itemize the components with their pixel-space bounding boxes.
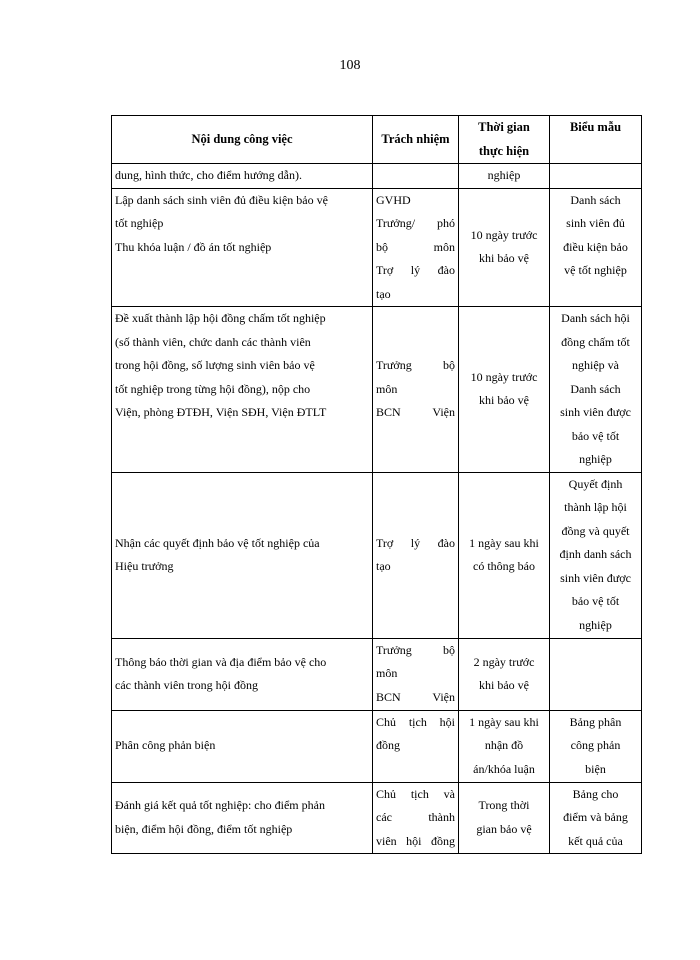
cell-content-line: Phân công phản biện xyxy=(115,738,216,753)
cell-form-line: Quyết định xyxy=(568,476,623,491)
cell-content-line: Viện, phòng ĐTĐH, Viện SĐH, Viện ĐTLT xyxy=(115,405,327,419)
cell-time xyxy=(459,188,550,307)
cell-form-line: định danh sách xyxy=(559,547,632,561)
cell-responsibility-line: đồng xyxy=(376,738,400,752)
cell-responsibility xyxy=(373,710,459,782)
cell-content-line: Đánh giá kết quả tốt nghiệp: cho điểm phản xyxy=(115,798,325,813)
cell-responsibility-line: viên hội đồng xyxy=(376,833,455,848)
cell-form-line: đồng chấm tốt xyxy=(561,334,630,349)
cell-time-line: có thông báo xyxy=(473,559,535,573)
cell-responsibility xyxy=(373,307,459,473)
cell-responsibility xyxy=(373,188,459,307)
cell-responsibility xyxy=(373,782,459,854)
cell-content-line: tốt nghiệp trong từng hội đồng), nộp cho xyxy=(115,381,311,396)
cell-content xyxy=(112,188,373,307)
cell-responsibility xyxy=(373,472,459,638)
cell-form-line: sinh viên được xyxy=(560,405,631,419)
cell-time xyxy=(459,164,550,189)
cell-form-line: sinh viên được xyxy=(560,570,631,585)
header-form: Biểu mẫu xyxy=(550,116,642,164)
workflow-table xyxy=(111,115,642,854)
cell-form-line: điều kiện bảo xyxy=(563,239,628,254)
page-number: 108 xyxy=(339,58,361,73)
cell-form-line: biện xyxy=(585,761,606,776)
cell-content-line: (số thành viên, chức danh các thành viên xyxy=(115,334,311,349)
cell-form xyxy=(550,638,642,710)
cell-content-line: Nhận các quyết định bảo vệ tốt nghiệp của xyxy=(115,535,320,550)
cell-content xyxy=(112,782,373,854)
cell-form-line: nghiệp xyxy=(579,617,612,632)
cell-responsibility-line: các thành xyxy=(376,810,455,824)
cell-time-line: khi bảo vệ xyxy=(479,393,529,408)
cell-content xyxy=(112,307,373,473)
cell-content-line: Thu khóa luận / đồ án tốt nghiệp xyxy=(115,239,272,254)
table-row xyxy=(112,164,642,189)
header-time xyxy=(459,116,550,164)
cell-form xyxy=(550,164,642,189)
cell-content-line: Thông báo thời gian và địa điểm bảo vệ cho xyxy=(115,654,327,669)
table-row xyxy=(112,638,642,710)
cell-responsibility-line: tạo xyxy=(376,559,391,573)
table-row xyxy=(112,472,642,638)
cell-content-line: Hiệu trưởng xyxy=(115,559,174,573)
cell-time-line: gian bảo vệ xyxy=(476,821,532,836)
cell-time-line: 2 ngày trước xyxy=(473,654,535,669)
cell-form-line: thành lập hội xyxy=(564,500,627,514)
table-header-row xyxy=(112,116,642,164)
cell-form-line: Bảng phân xyxy=(569,714,622,729)
cell-form xyxy=(550,472,642,638)
cell-content-line: tốt nghiệp xyxy=(115,216,164,230)
cell-form xyxy=(550,710,642,782)
cell-content-line: trong hội đồng, số lượng sinh viên bảo vệ xyxy=(115,358,315,372)
cell-form-line: Danh sách hội xyxy=(561,311,630,325)
table-row xyxy=(112,710,642,782)
cell-responsibility-line: Trợ lý đào xyxy=(376,535,455,550)
cell-responsibility-line: Trưởng bộ xyxy=(376,642,455,657)
cell-form-line: Danh sách xyxy=(570,192,621,207)
table-row xyxy=(112,307,642,473)
table-row xyxy=(112,782,642,854)
cell-time-line: nhận đồ xyxy=(484,738,524,753)
cell-responsibility-line: Trưởng/ phó xyxy=(376,216,455,230)
cell-responsibility-line: Chủ tịch hội xyxy=(376,714,455,729)
header-responsibility: Trách nhiệm xyxy=(373,116,459,164)
cell-time-line: 1 ngày sau khi xyxy=(469,714,539,729)
cell-form-line: điểm và bảng xyxy=(563,810,628,824)
cell-time-line: án/khóa luận xyxy=(473,761,535,776)
cell-content xyxy=(112,164,373,189)
cell-time-line: 10 ngày trước xyxy=(470,369,538,384)
cell-form-line: nghiệp xyxy=(579,452,612,466)
cell-form-line: đồng và quyết xyxy=(561,523,630,538)
header-time-line: Thời gian xyxy=(478,120,530,134)
cell-content xyxy=(112,638,373,710)
cell-time-line: nghiệp xyxy=(487,168,521,182)
cell-responsibility-line: bộ môn xyxy=(376,239,455,254)
cell-form-line: sinh viên đủ xyxy=(566,216,625,230)
cell-time-line: 1 ngày sau khi xyxy=(469,535,539,550)
cell-time xyxy=(459,782,550,854)
cell-responsibility-line: tạo xyxy=(376,286,391,301)
cell-form-line: Bảng cho xyxy=(572,786,619,801)
cell-responsibility-line: Trợ lý đào xyxy=(376,263,455,277)
cell-form-line: bảo vệ tốt xyxy=(571,594,620,608)
cell-form-line: bảo vệ tốt xyxy=(571,428,620,443)
cell-form-line: công phản xyxy=(570,738,621,752)
cell-responsibility xyxy=(373,638,459,710)
cell-content-line: Đề xuất thành lập hội đồng chấm tốt nghiệp xyxy=(115,311,326,325)
cell-form-line: Danh sách xyxy=(570,381,621,396)
cell-time-line: khi bảo vệ xyxy=(479,678,529,692)
header-content: Nội dung công việc xyxy=(112,116,373,164)
cell-form xyxy=(550,782,642,854)
cell-responsibility-line: BCN Viện xyxy=(376,405,455,419)
cell-time-line: Trong thời xyxy=(478,798,530,813)
cell-responsibility-line: Chủ tịch và xyxy=(376,786,455,801)
cell-content xyxy=(112,710,373,782)
cell-responsibility-line: môn xyxy=(376,666,398,681)
cell-form xyxy=(550,307,642,473)
cell-responsibility-line: GVHD xyxy=(376,192,411,207)
header-time-line: thực hiện xyxy=(478,143,530,158)
cell-responsibility-line: BCN Viện xyxy=(376,689,455,704)
cell-time-line: khi bảo vệ xyxy=(479,251,529,266)
cell-time xyxy=(459,307,550,473)
cell-form-line: nghiệp và xyxy=(572,358,619,372)
cell-form-line: vệ tốt nghiệp xyxy=(564,263,627,277)
cell-form-line: kết quả của xyxy=(568,833,623,848)
cell-responsibility-line: môn xyxy=(376,381,398,396)
cell-time xyxy=(459,472,550,638)
cell-form xyxy=(550,188,642,307)
cell-responsibility xyxy=(373,164,459,189)
cell-time-line: 10 ngày trước xyxy=(470,227,538,242)
cell-content-line: Lập danh sách sinh viên đủ điều kiện bảo vệ xyxy=(115,192,328,207)
cell-content-line: dung, hình thức, cho điểm hướng dẫn). xyxy=(115,168,302,182)
cell-time xyxy=(459,710,550,782)
cell-content xyxy=(112,472,373,638)
cell-time xyxy=(459,638,550,710)
cell-content-line: biện, điểm hội đồng, điểm tốt nghiệp xyxy=(115,821,293,836)
cell-content-line: các thành viên trong hội đồng xyxy=(115,678,258,692)
table-row xyxy=(112,188,642,307)
cell-responsibility-line: Trưởng bộ xyxy=(376,358,455,372)
